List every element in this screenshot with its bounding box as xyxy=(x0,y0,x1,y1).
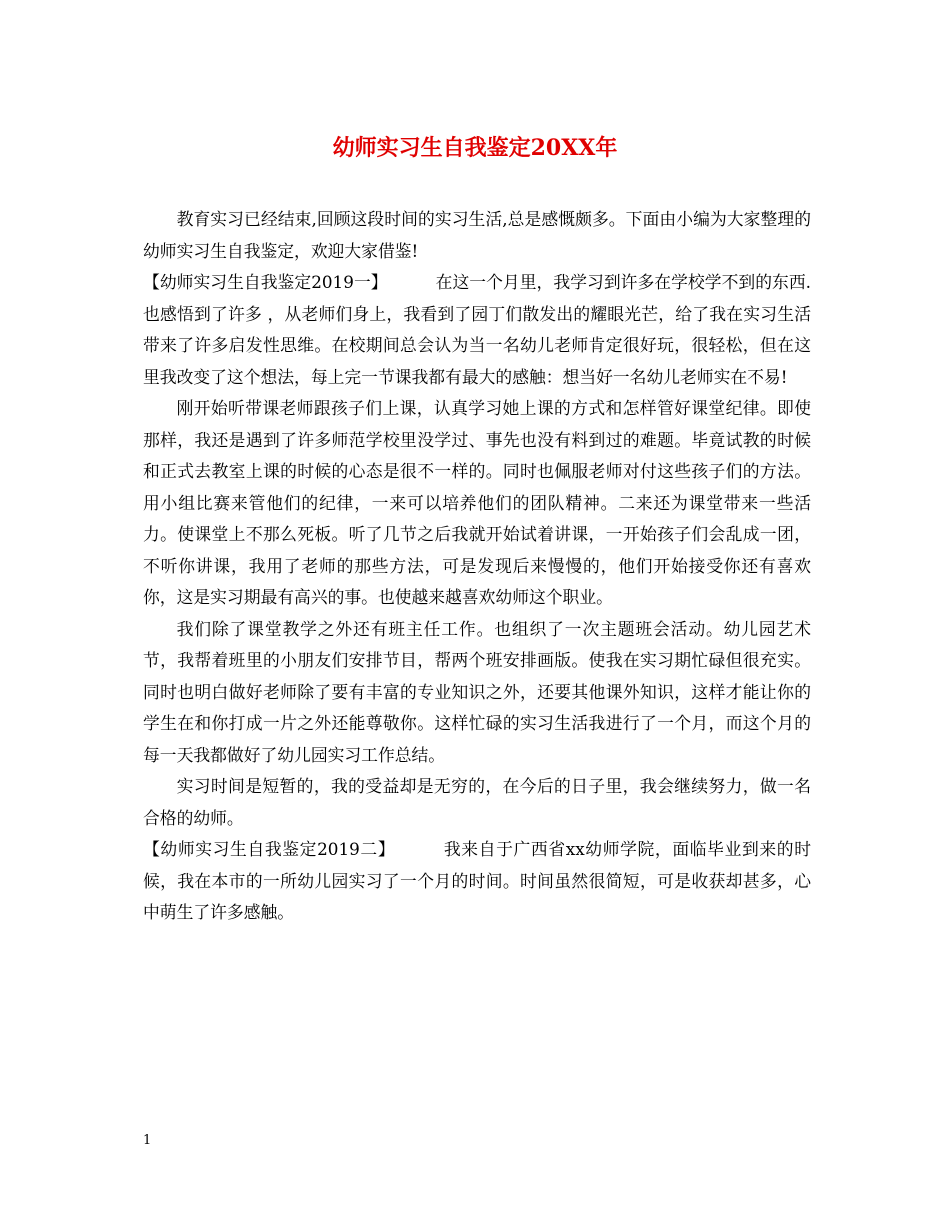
body-paragraph-3: 我们除了课堂教学之外还有班主任工作。也组织了一次主题班会活动。幼儿园艺术节，我帮着班里的小朋友们安排节目，帮两个班安排画版。使我在实习期忙碌但很充实。同时也明白做好老师除了要有丰富的专业知识之外，还要其他课外知识，这样才能让你的学生在和你打成一片之外还能尊敬你。这样忙碌的实习生活我进行了一个月，而这个月的每一天我都做好了幼儿园实习工作总结。 xyxy=(143,618,811,765)
intro-paragraph: 教育实习已经结束,回顾这段时间的实习生活,总是感慨颇多。下面由小编为大家整理的幼师实习生自我鉴定，欢迎大家借鉴! xyxy=(143,209,811,261)
document-body xyxy=(143,204,811,929)
section-2-heading: 【幼师实习生自我鉴定2019二】 xyxy=(143,839,396,859)
section-1-paragraph xyxy=(143,267,811,393)
section-2-text: 我来自于广西省xx幼师学院，面临毕业到来的时候，我在本市的一所幼儿园实习了一个月的时间。时间虽然很简短，可是收获却甚多，心中萌生了许多感触。 xyxy=(143,839,811,922)
body-paragraph-2: 刚开始听带课老师跟孩子们上课，认真学习她上课的方式和怎样管好课堂纪律。即使那样，我还是遇到了许多师范学校里没学过、事先也没有料到过的难题。毕竟试教的时候和正式去教室上课的时候的心态是很不一样的。同时也佩服老师对付这些孩子们的方法。用小组比赛来管他们的纪律，一来可以培养他们的团队精神。二来还为课堂带来一些活力。使课堂上不那么死板。听了几节之后我就开始试着讲课，一开始孩子们会乱成一团，不听你讲课，我用了老师的那些方法，可是发现后来慢慢的，他们开始接受你还有喜欢你，这是实习期最有高兴的事。也使越来越喜欢幼师这个职业。 xyxy=(143,398,811,607)
section-2-paragraph xyxy=(143,834,811,929)
document-title: 幼师实习生自我鉴定20XX年 xyxy=(332,135,618,161)
page-number: 1 xyxy=(143,1133,152,1148)
section-1-heading: 【幼师实习生自我鉴定2019一】 xyxy=(143,272,388,292)
section-1-text: 在这一个月里，我学习到许多在学校学不到的东西.也感悟到了许多 ，从老师们身上，我看到了园丁们散发出的耀眼光芒，给了我在实习生活带来了许多启发性思维。在校期间总会认为当一名幼儿老师肯定很好玩，很轻松，但在这里我改变了这个想法，每上完一节课我都有最大的感触：想当好一名幼儿老师实在不易! xyxy=(143,272,811,387)
body-paragraph-4: 实习时间是短暂的，我的受益却是无穷的，在今后的日子里，我会继续努力，做一名合格的幼师。 xyxy=(143,776,811,828)
